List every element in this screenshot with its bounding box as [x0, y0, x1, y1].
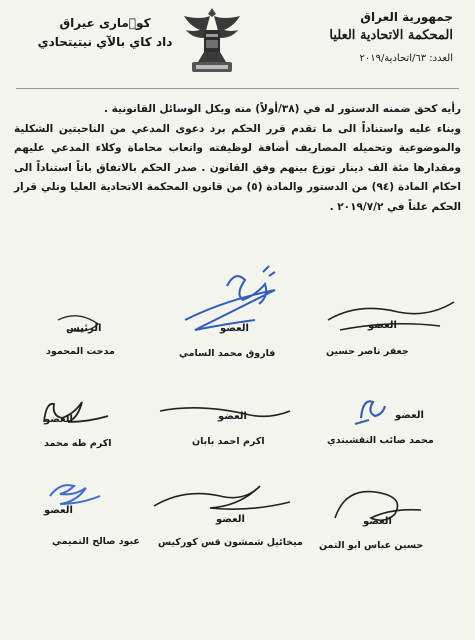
- signatory-name: اكرم احمد بابان: [192, 436, 265, 447]
- court-name: المحكمة الاتحادية العليا: [329, 28, 453, 43]
- header-divider: [16, 88, 459, 89]
- iraq-eagle-emblem-icon: [180, 4, 244, 80]
- signatory-name: عبود صالح التميمي: [52, 536, 140, 547]
- signature-block-president: [18, 290, 158, 370]
- decision-paragraph-2: وبناء عليه واستناداً الى ما تقدم قرر الحكم برد دعوى المدعي من الناحيتين الشكلية والموضوعية وتحميله المصاريف أضافة لوظيفته واتعاب محاماة وكلاء المدعي عليهم ومقدارها مئة الف دينار توزع بينهم وفق القانون . صدر الحكم بالاتفاق باتاً استناداً الى احكام المادة (٩٤) من الدستور والمادة (٥) من قانون المحكمة الاتحادية العليا وتلي قرار الحكم علناً في ٢٠١٩/٧/٢ .: [14, 122, 461, 213]
- handwritten-signature-icon: [150, 395, 300, 465]
- signatory-name: حسين عباس ابو التمن: [319, 540, 424, 551]
- handwritten-signature-icon: [22, 392, 142, 462]
- signature-block-member-1: [165, 260, 315, 370]
- signatory-name: جعفر ناصر حسين: [326, 346, 409, 357]
- decision-paragraph-1: رأيه كحق ضمنه الدستور له في (٣٨/أولاً) منه وبكل الوسائل القانونية .: [104, 103, 461, 115]
- signature-block-member-2: [320, 290, 465, 370]
- signatory-title: العضو: [44, 414, 73, 425]
- court-name-kurdish: داد كاي بالآي نيتيتحادي: [37, 35, 173, 49]
- signature-block-member-5: [315, 392, 465, 462]
- country-name: جمهورية العراق: [360, 10, 453, 24]
- signatory-name: مدحت المحمود: [46, 346, 115, 357]
- court-header-arabic: [303, 8, 453, 68]
- signatory-name: محمد صائب النقشبندي: [327, 435, 434, 446]
- signatory-title: العضو: [363, 516, 392, 527]
- signatory-name: ميخائيل شمشون قس كوركيس: [158, 537, 303, 548]
- signature-block-member-6: [20, 478, 150, 558]
- signatory-name: فاروق محمد السامي: [179, 348, 276, 359]
- signatory-title: العضو: [44, 505, 73, 516]
- signatory-title: العضو: [216, 514, 245, 525]
- signatory-title: العضو: [395, 410, 424, 421]
- signature-block-member-7: [148, 482, 308, 562]
- country-name-kurdish: كو٘مارى عيراق: [59, 16, 151, 30]
- signatory-title: الرئيس: [66, 323, 102, 334]
- signature-block-member-8: [315, 482, 465, 562]
- court-header-kurdish: [30, 14, 180, 52]
- signatory-title: العضو: [220, 323, 249, 334]
- reference-number: العدد: ٦٣/اتحادية/٢٠١٩: [359, 53, 453, 64]
- signatory-title: العضو: [218, 411, 247, 422]
- signature-block-member-3: [22, 392, 142, 462]
- decision-text: [14, 100, 461, 217]
- signatory-name: اكرم طه محمد: [44, 438, 112, 449]
- signature-block-member-4: [150, 395, 300, 465]
- handwritten-signature-icon: [315, 392, 465, 462]
- signatory-title: العضو: [368, 320, 397, 331]
